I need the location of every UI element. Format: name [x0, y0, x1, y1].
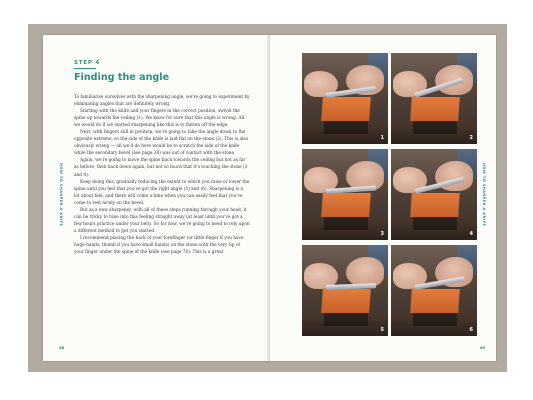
photo-number: 1 — [380, 135, 384, 141]
paragraph: I recommend placing the back of your forefinger (or little finger if you have huge hands, thumb if you have small hands) on the stone with the very tip of your finger under the spine of the knife (see page 70). This is a great — [74, 235, 244, 256]
page-number: 69 — [480, 345, 486, 350]
photo-step-6 — [391, 245, 477, 336]
paragraph: Next, with fingers still in position, we’re going to take the angle down to the opposite extreme, so the side of the knife is laid flat on the stone (2). This is also obviously wrong — all we’d do here would be to scratch the side of the knife while the secondary bevel (see page 38) was out of contact with the stone. — [74, 130, 249, 157]
section-title: Finding the angle — [74, 72, 170, 83]
photo-number: 2 — [469, 135, 473, 141]
paragraph: To familiarise ourselves with the sharpening angle, we’re going to experiment by eliminating angles that are definitely wrong. — [74, 95, 250, 108]
paragraph: Again, we’re going to move the spine back towards the ceiling but not as far as before, then back down again, but not so much that it’s touching the stone (3 and 4). — [74, 158, 248, 178]
photo-step-3 — [302, 149, 388, 240]
step-divider — [74, 68, 96, 69]
paragraph: Starting with the knife and your fingers in the correct position, swivel the spine up towards the ceiling (1). We know for sure that this angle is wrong. All we would do if we started sharpening like this is to flatten off the edge. — [74, 109, 245, 129]
photo-step-2 — [391, 53, 477, 144]
book-spread — [43, 35, 496, 361]
photo-step-4 — [391, 149, 477, 240]
photo-number: 6 — [469, 327, 473, 333]
body-text — [74, 94, 250, 256]
paragraph: But as a new sharpener, with all of these steps running through your head, it can be tricky to tune into this feeling straight away (at least until you’ve got a few hours practice under your belt). So for now, we’re going to need to rely upon a different method to get you started. — [74, 207, 250, 234]
paragraph: Keep doing this, gradually reducing the extent to which you raise or lower the spine until you feel that you’ve got the right angle (5) and (6). Sharpening is a lot about feel, and there will come a time when you can easily feel that you’ve come to rest nicely on the bevel. — [74, 179, 250, 206]
left-page — [43, 35, 269, 361]
right-page — [270, 35, 496, 361]
photo-number: 4 — [469, 231, 473, 237]
step-label: STEP 4 — [74, 60, 101, 66]
photo-number: 5 — [380, 327, 384, 333]
photo-step-5 — [302, 245, 388, 336]
section-side-tab: HOW TO SHARPEN A KNIFE — [59, 163, 63, 227]
photo-number: 3 — [380, 231, 384, 237]
page-number: 68 — [59, 345, 65, 350]
photo-step-1 — [302, 53, 388, 144]
section-side-tab: HOW TO SHARPEN A KNIFE — [482, 163, 486, 227]
